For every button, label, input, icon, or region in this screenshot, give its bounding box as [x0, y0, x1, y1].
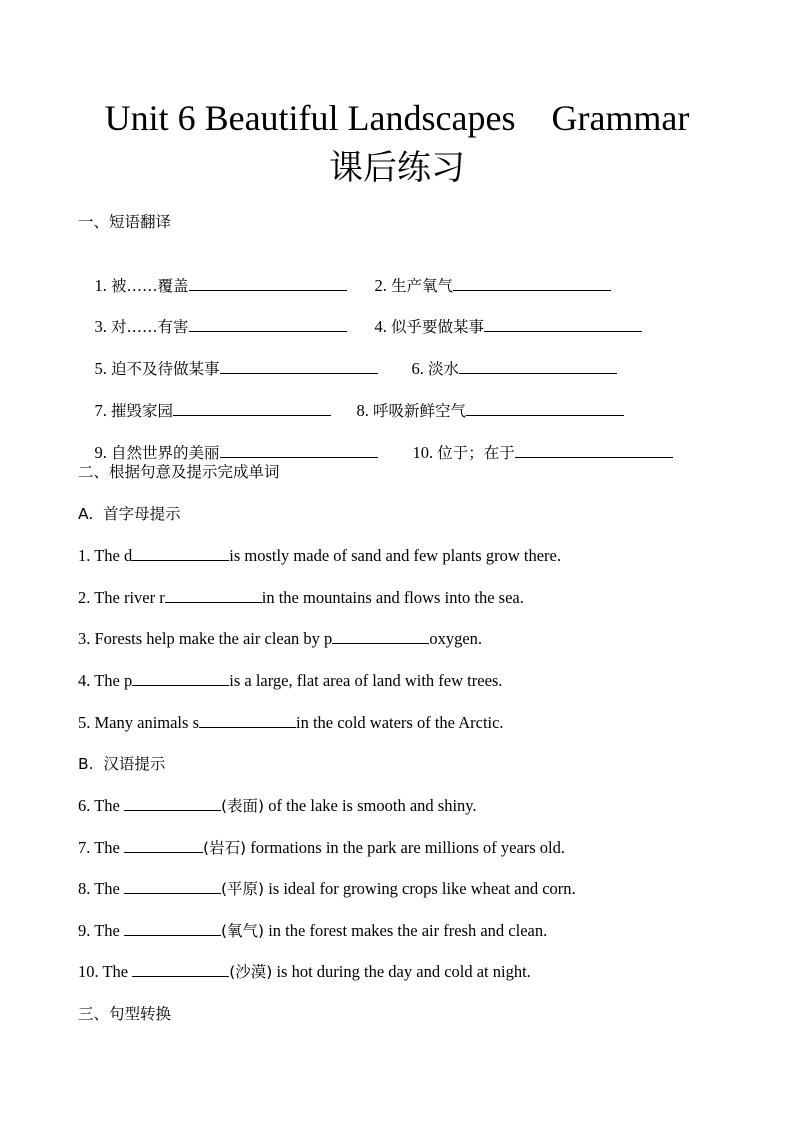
fill-item-10	[78, 961, 531, 983]
partA-heading: A. 首字母提示	[78, 505, 181, 523]
item-text: 迫不及待做某事	[111, 360, 220, 378]
item-text: 呼吸新鲜空气	[373, 402, 467, 420]
item-hint: (沙漠)	[229, 963, 273, 981]
phrase-item-10	[396, 420, 673, 486]
fill-item-3	[78, 628, 482, 650]
item-text: 淡水	[428, 360, 460, 378]
item-hint: (表面)	[220, 797, 265, 815]
page-subtitle: 课后练习	[329, 148, 465, 188]
fill-item-9	[78, 920, 547, 942]
item-number: 1.	[94, 276, 107, 295]
item-number: 6.	[411, 359, 424, 378]
item-number: 8.	[356, 401, 369, 420]
item-prefix: 1. The d	[78, 546, 133, 565]
fill-item-8	[78, 878, 576, 900]
fill-item-5	[78, 712, 504, 734]
fill-item-4	[78, 670, 502, 692]
item-number: 5.	[94, 359, 107, 378]
item-suffix: oxygen.	[429, 629, 483, 648]
item-prefix: 6. The	[78, 796, 124, 815]
item-number: 7.	[94, 401, 107, 420]
item-number: 4.	[374, 317, 387, 336]
answer-blank[interactable]	[453, 275, 611, 291]
item-prefix: 7. The	[78, 838, 124, 857]
item-number: 3.	[94, 317, 107, 336]
item-hint: (氧气)	[220, 922, 265, 940]
answer-blank[interactable]	[189, 316, 347, 332]
answer-blank[interactable]	[220, 358, 378, 374]
answer-blank[interactable]	[484, 316, 642, 332]
item-text: 生产氧气	[391, 277, 454, 295]
answer-blank[interactable]	[332, 628, 429, 644]
item-prefix: 5. Many animals s	[78, 713, 199, 732]
section3-heading: 三、句型转换	[78, 1005, 172, 1023]
answer-blank[interactable]	[459, 358, 617, 374]
item-number: 2.	[374, 276, 387, 295]
item-prefix: 9. The	[78, 921, 124, 940]
item-suffix: is a large, flat area of land with few trees.	[229, 671, 503, 690]
item-suffix: of the lake is smooth and shiny.	[264, 796, 477, 815]
item-suffix: in the cold waters of the Arctic.	[296, 713, 504, 732]
fill-item-1	[78, 545, 561, 567]
answer-blank[interactable]	[220, 442, 378, 458]
item-suffix: in the mountains and flows into the sea.	[261, 588, 524, 607]
answer-blank[interactable]	[165, 587, 262, 603]
item-text: 对……有害	[111, 318, 189, 336]
answer-blank[interactable]	[189, 275, 347, 291]
fill-item-7	[78, 837, 565, 859]
answer-blank[interactable]	[132, 961, 229, 977]
item-prefix: 8. The	[78, 879, 124, 898]
item-text: 摧毁家园	[111, 402, 174, 420]
item-text: 被……覆盖	[111, 277, 189, 295]
answer-blank[interactable]	[515, 442, 673, 458]
answer-blank[interactable]	[466, 400, 624, 416]
answer-blank[interactable]	[132, 545, 229, 561]
item-suffix: is mostly made of sand and few plants grow there.	[229, 546, 561, 565]
item-prefix: 2. The river r	[78, 588, 165, 607]
answer-blank[interactable]	[124, 837, 203, 853]
answer-blank[interactable]	[124, 920, 221, 936]
fill-item-2	[78, 587, 524, 609]
item-prefix: 3. Forests help make the air clean by p	[78, 629, 333, 648]
answer-blank[interactable]	[132, 670, 229, 686]
partB-heading: B. 汉语提示	[78, 755, 166, 773]
fill-item-6	[78, 795, 477, 817]
answer-blank[interactable]	[124, 795, 221, 811]
item-hint: (平原)	[220, 880, 265, 898]
section1-heading: 一、短语翻译	[78, 213, 172, 231]
item-text: 似乎要做某事	[391, 318, 485, 336]
item-number: 10.	[412, 443, 434, 462]
item-suffix: formations in the park are millions of years old.	[246, 838, 566, 857]
item-suffix: in the forest makes the air fresh and clean.	[264, 921, 548, 940]
item-suffix: is hot during the day and cold at night.	[272, 962, 531, 981]
item-prefix: 10. The	[78, 962, 133, 981]
answer-blank[interactable]	[124, 878, 221, 894]
item-hint: (岩石)	[202, 839, 247, 857]
page-title: Unit 6 Beautiful Landscapes Grammar	[104, 98, 690, 138]
answer-blank[interactable]	[199, 712, 296, 728]
item-text: 自然世界的美丽	[111, 444, 220, 462]
item-prefix: 4. The p	[78, 671, 133, 690]
answer-blank[interactable]	[173, 400, 331, 416]
item-number: 9.	[94, 443, 107, 462]
item-suffix: is ideal for growing crops like wheat and corn.	[264, 879, 576, 898]
section2-heading: 二、根据句意及提示完成单词	[78, 463, 280, 481]
item-text: 位于；在于	[437, 444, 515, 462]
